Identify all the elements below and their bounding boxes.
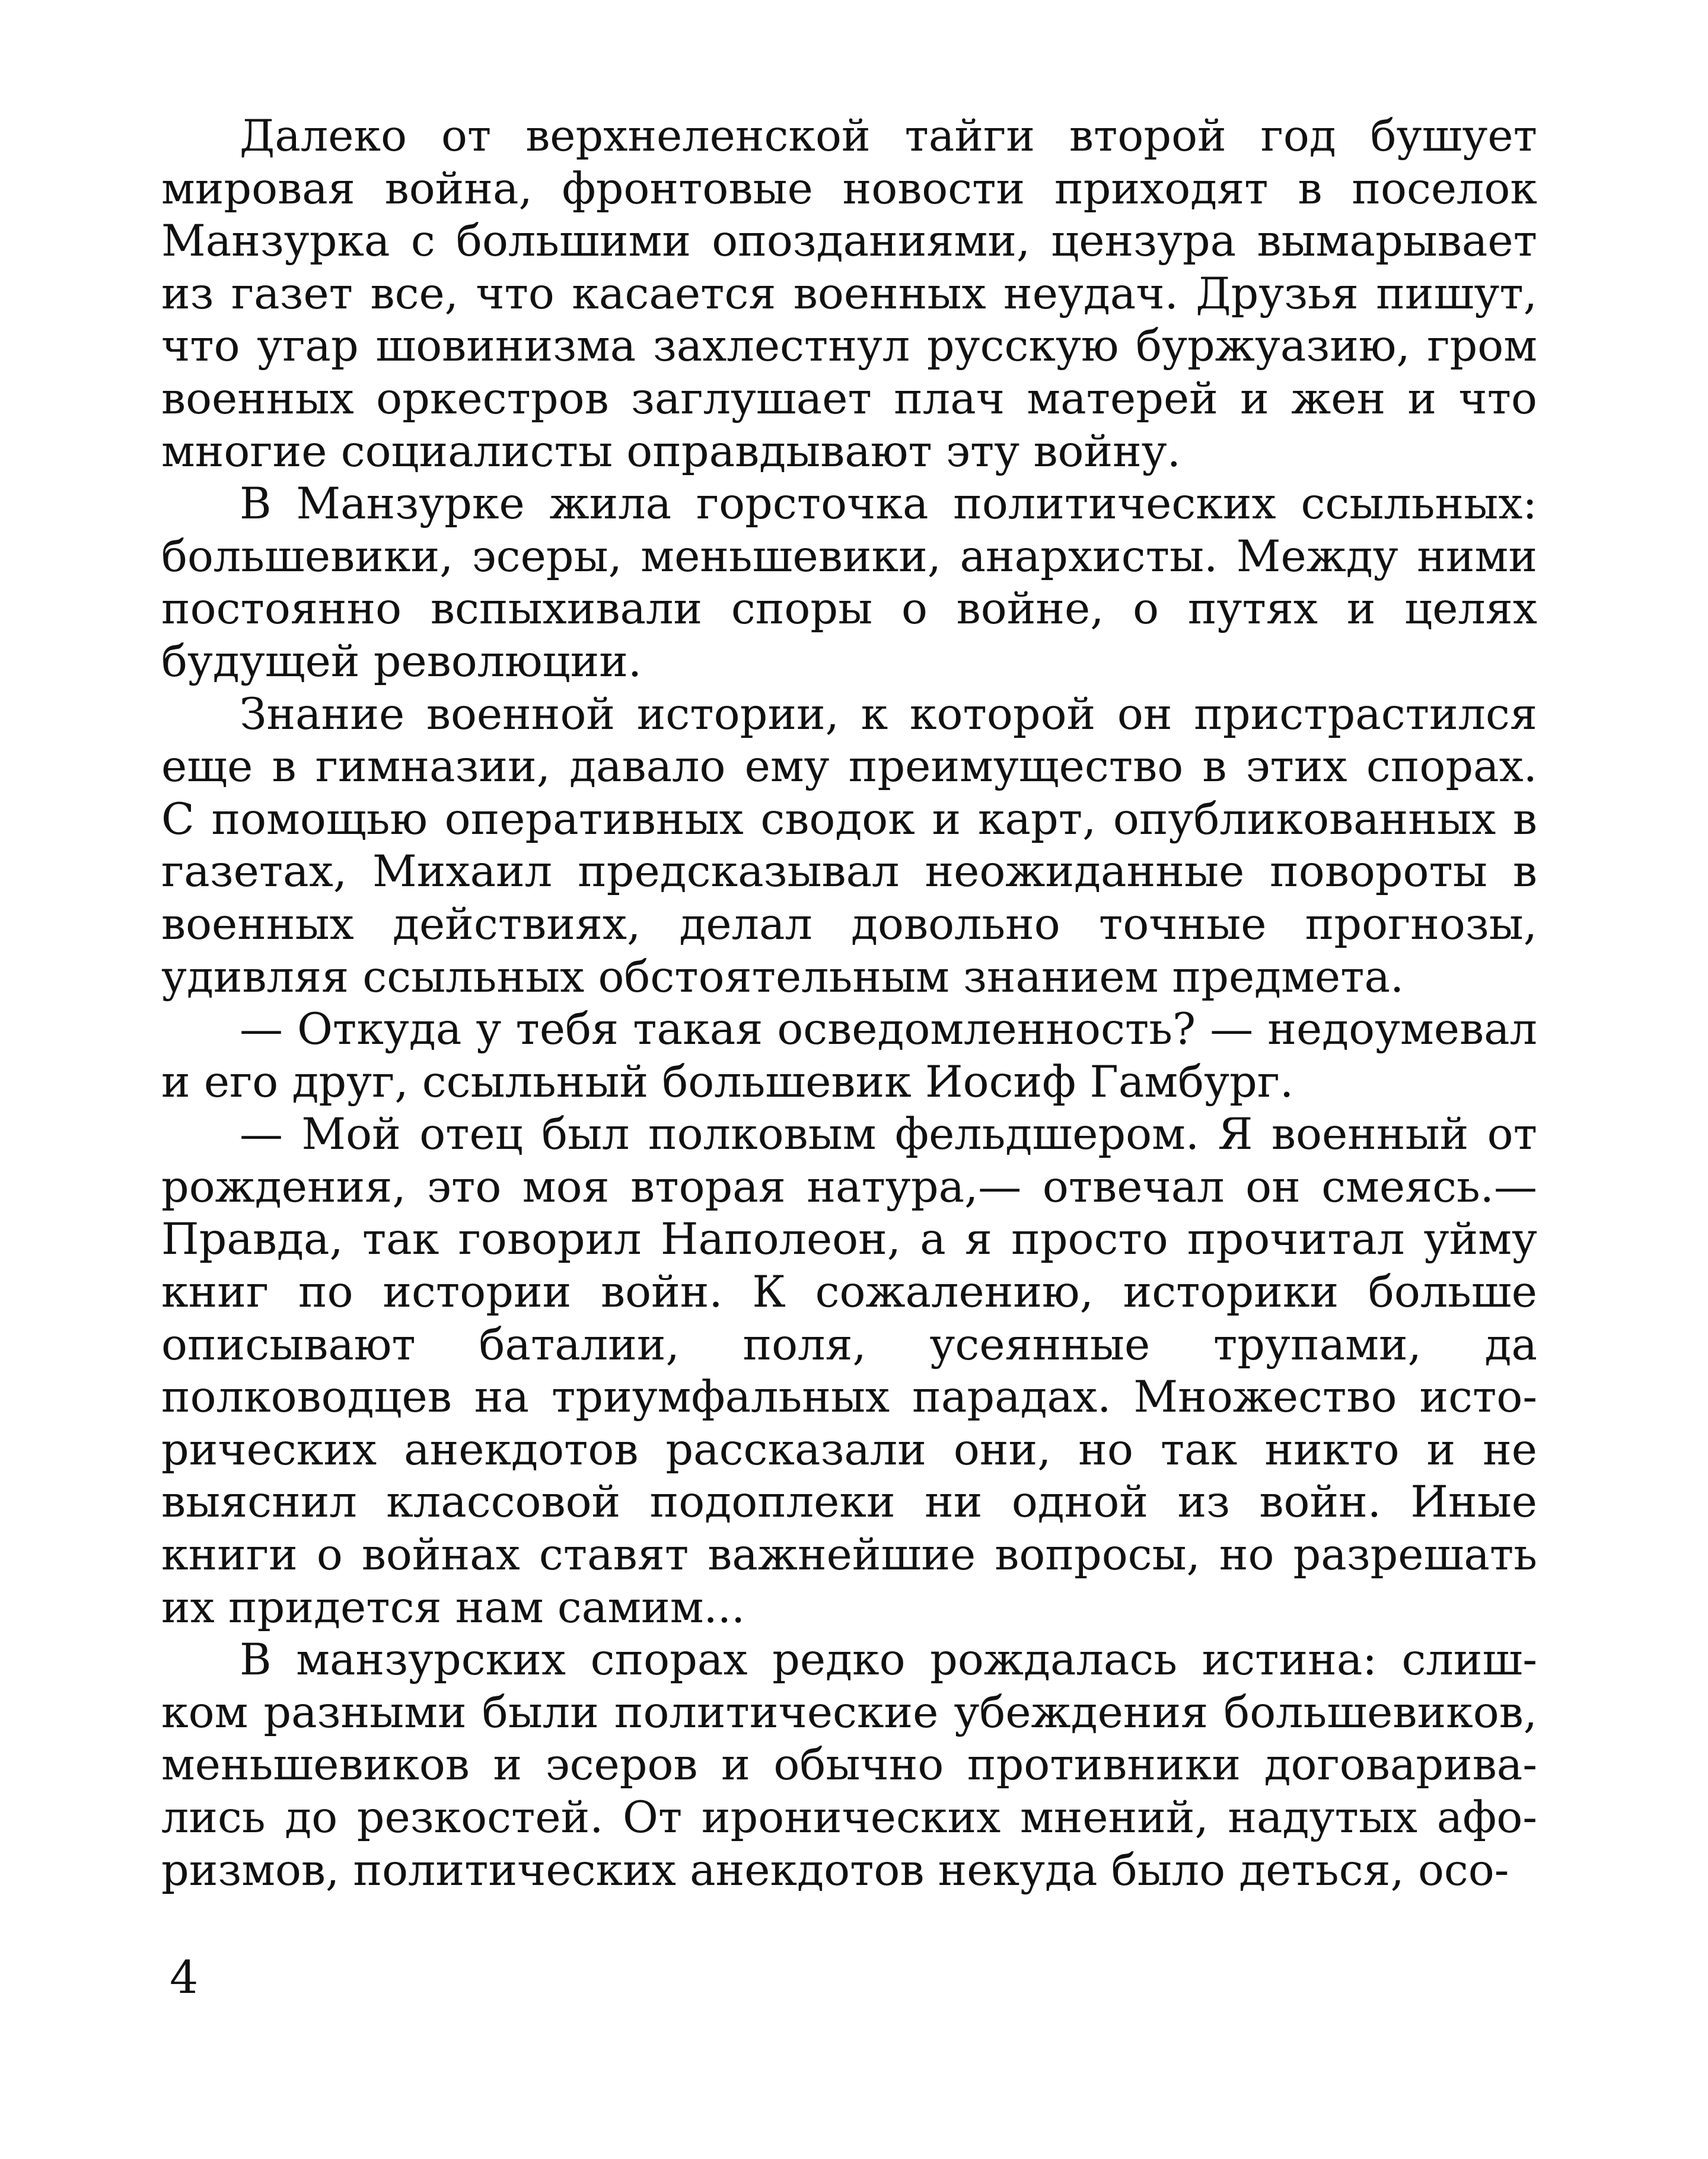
paragraph-3: Знание военной истории, к которой он пристрастился еще в гимназии, давало ему преимущество в этих спорах. С помощью оперативных сводок и карт, опубликованных в газетах, Михаил предсказывал неожиданные повороты в военных действиях, делал довольно точные прогнозы, удивляя ссыльных обстоятельным знанием предмета. bbox=[161, 689, 1537, 1002]
paragraph-4-dialogue-question: — Откуда у тебя такая осведомленность? — недоумевал и его друг, ссыльный большевик Иосиф Гамбург. bbox=[161, 1004, 1537, 1107]
page-number: 4 bbox=[170, 1951, 199, 2004]
paragraph-1: Далеко от верхнеленской тайги второй год бушует мировая война, фронтовые новости приходят в поселок Манзурка с большими опозданиями, цензура вымарывает из газет все, что касается военных неудач. Друзья пишут, что угар шовинизма захлестнул русскую буржуазию, гром военных оркестров заглушает плач матерей и жен и что многие социалисты оправдывают эту войну. bbox=[161, 111, 1537, 477]
paragraph-2: В Манзурке жила горсточка политических ссыльных: большевики, эсеры, меньшевики, анархисты. Между ними постоянно вспыхивали споры о войне, о путях и целях будущей революции. bbox=[161, 479, 1537, 687]
paragraph-5-dialogue-answer: — Мой отец был полковым фельдшером. Я военный от рождения, это моя вторая натура,— отвечал он смеясь.— Правда, так говорил Наполеон, а я просто прочитал уйму книг по истории войн. К сожалению, историки больше описывают баталии, поля, усеянные трупами, да полководцев на триумфальных парадах. Множество исторических анекдотов рассказали они, но так никто и не выяснил классовой подоплеки ни одной из войн. Иные книги о войнах ставят важнейшие вопросы, но разрешать их придется нам самим... bbox=[161, 1109, 1537, 1633]
text-column bbox=[161, 110, 1537, 1897]
paragraph-6: В манзурских спорах редко рождалась истина: слишком разными были политические убеждения большевиков, меньшевиков и эсеров и обычно противники договаривались до резкостей. От иронических мнений, надутых афоризмов, политических анекдотов некуда было деться, осо- bbox=[161, 1635, 1537, 1896]
